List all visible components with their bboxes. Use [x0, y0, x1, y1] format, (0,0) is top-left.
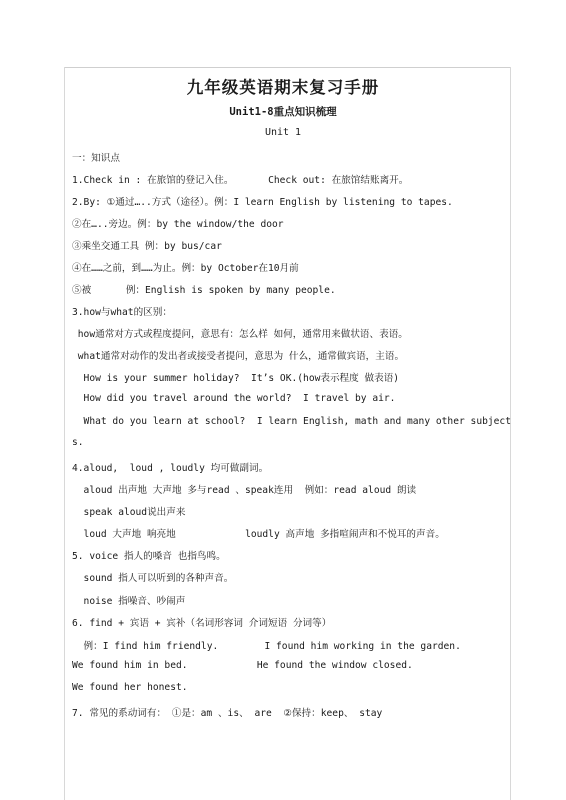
text-line: loud 大声地 响亮地 loudly 高声地 多指喧闹声和不悦耳的声音。: [72, 529, 445, 540]
document-subtitle: Unit1-8重点知识梳理: [229, 106, 337, 118]
text-line: 3.how与what的区别：: [72, 307, 172, 318]
text-line: 5. voice 指人的嗓音 也指鸟鸣。: [72, 551, 226, 562]
page-right-border: [510, 67, 511, 800]
text-line: ③乘坐交通工具 例：by bus/car: [72, 241, 222, 252]
page-left-border: [64, 67, 65, 800]
text-line: How did you travel around the world? I travel by air.: [72, 393, 396, 404]
page-top-border: [64, 67, 510, 68]
text-line: s.: [72, 437, 84, 448]
text-line: 4.aloud, loud , loudly 均可做副词。: [72, 463, 269, 474]
text-line: We found her honest.: [72, 682, 188, 693]
text-line: We found him in bed. He found the window closed.: [72, 660, 413, 671]
text-line: what通常对动作的发出者或接受者提问，意思为 什么，通常做宾语，主语。: [72, 351, 405, 362]
text-line: How is your summer holiday? It’s OK.(how表示程度 做表语): [72, 373, 400, 384]
text-line: 例：I find him friendly. I found him working in the garden.: [72, 641, 461, 652]
unit-heading: Unit 1: [264, 127, 302, 138]
text-line: how通常对方式或程度提问，意思有：怎么样 如何，通常用来做状语、表语。: [72, 329, 408, 340]
text-line: noise 指噪音、吵闹声: [72, 596, 186, 607]
text-line: 6. find + 宾语 + 宾补（名词形容词 介词短语 分词等）: [72, 618, 332, 629]
text-line: ④在……之前，到……为止。例：by October在10月前: [72, 263, 299, 274]
text-line: ⑤被 例：English is spoken by many people.: [72, 285, 336, 296]
text-line: 1.Check in : 在旅馆的登记入住。 Check out: 在旅馆结账离开。: [72, 175, 409, 186]
text-line: aloud 出声地 大声地 多与read 、speak连用 例如：read aloud 朗读: [72, 485, 417, 496]
text-line: 2.By: ①通过…..方式（途径）。例：I learn English by listening to tapes.: [72, 197, 453, 208]
document-title: 九年级英语期末复习手册: [186, 78, 380, 97]
text-line: sound 指人可以听到的各种声音。: [72, 573, 234, 584]
text-line: speak aloud说出声来: [72, 507, 186, 518]
text-line: What do you learn at school? I learn English, math and many other subject: [72, 416, 511, 427]
text-line: ②在…..旁边。例：by the window/the door: [72, 219, 284, 230]
section-heading: 一：知识点: [72, 153, 120, 164]
text-line: 7. 常见的系动词有： ①是：am 、is、 are ②保持：keep、 stay: [72, 708, 383, 719]
